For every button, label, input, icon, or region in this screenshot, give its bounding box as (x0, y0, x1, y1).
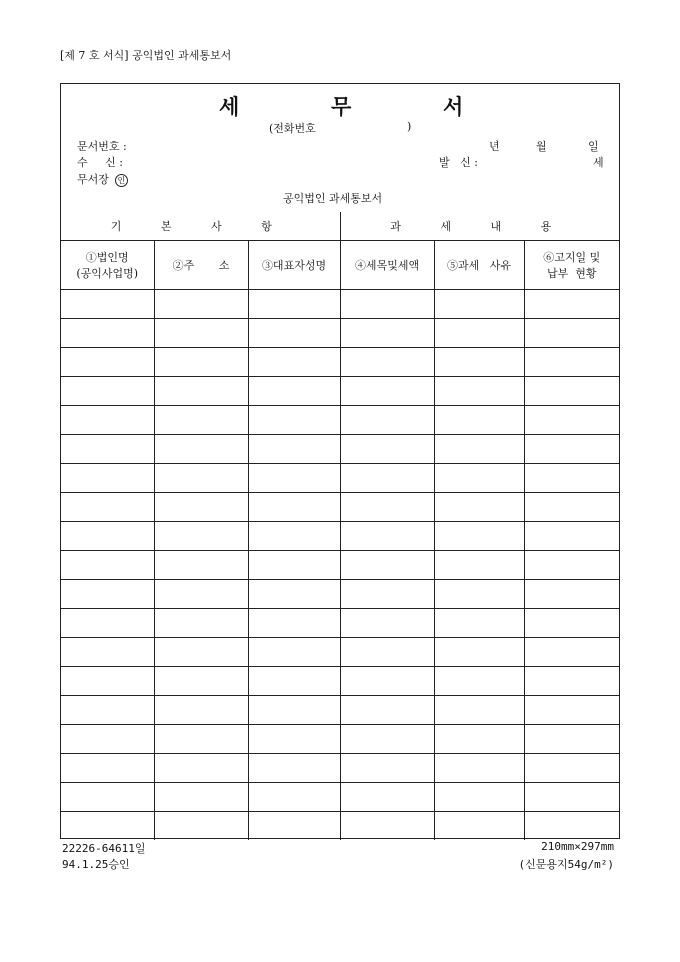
table-cell[interactable] (61, 667, 154, 696)
table-cell[interactable] (434, 783, 524, 812)
table-cell[interactable] (434, 290, 524, 319)
table-cell[interactable] (61, 493, 154, 522)
table-cell[interactable] (524, 667, 619, 696)
table-cell[interactable] (434, 348, 524, 377)
table-cell[interactable] (340, 783, 434, 812)
footer-paper-type: (신문용지54g/m²) (518, 858, 614, 871)
table-row (61, 464, 619, 493)
table-cell[interactable] (248, 696, 340, 725)
form-number-label: [제 7 호 서식] 공익법인 과세통보서 (60, 49, 232, 62)
table-cell[interactable] (248, 812, 340, 841)
table-cell[interactable] (340, 377, 434, 406)
table-cell[interactable] (248, 783, 340, 812)
table-cell[interactable] (154, 290, 248, 319)
col-header-tax-reason: ⑤과세 사유 (434, 241, 524, 290)
table-cell[interactable] (61, 319, 154, 348)
table-row (61, 638, 619, 667)
table-cell[interactable] (434, 754, 524, 783)
footer-form-code: 22226-64611일 (62, 842, 146, 855)
table-cell[interactable] (248, 725, 340, 754)
table-cell[interactable] (340, 580, 434, 609)
date-day: 일 (588, 140, 599, 153)
table-cell[interactable] (154, 667, 248, 696)
table-cell[interactable] (524, 609, 619, 638)
table-cell[interactable] (434, 725, 524, 754)
table-cell[interactable] (61, 290, 154, 319)
table-cell[interactable] (248, 493, 340, 522)
table-cell[interactable] (340, 754, 434, 783)
table-cell[interactable] (154, 319, 248, 348)
table-cell[interactable] (154, 754, 248, 783)
table-cell[interactable] (154, 783, 248, 812)
table-cell[interactable] (61, 812, 154, 841)
table-cell[interactable] (340, 464, 434, 493)
sender-suffix: 세 (593, 156, 604, 169)
table-cell[interactable] (61, 377, 154, 406)
table-cell[interactable] (248, 551, 340, 580)
table-row (61, 348, 619, 377)
table-cell[interactable] (61, 754, 154, 783)
table-cell[interactable] (524, 319, 619, 348)
table-cell[interactable] (154, 377, 248, 406)
table-cell[interactable] (524, 348, 619, 377)
table-cell[interactable] (61, 435, 154, 464)
table-row (61, 667, 619, 696)
table-cell[interactable] (434, 696, 524, 725)
phone-label: (전화번호 (269, 122, 316, 135)
table-cell[interactable] (434, 667, 524, 696)
table-cell[interactable] (524, 464, 619, 493)
head-line (77, 171, 128, 187)
table-row (61, 290, 619, 319)
table-cell[interactable] (340, 609, 434, 638)
table-cell[interactable] (434, 609, 524, 638)
table-cell[interactable] (340, 696, 434, 725)
table-cell[interactable] (61, 406, 154, 435)
date-month: 월 (536, 140, 547, 153)
table-cell[interactable] (248, 638, 340, 667)
table-cell[interactable] (154, 696, 248, 725)
table-cell[interactable] (524, 580, 619, 609)
section-tax: 과 세 내 용 (340, 212, 619, 241)
table-cell[interactable] (524, 551, 619, 580)
table-cell[interactable] (248, 319, 340, 348)
table-cell[interactable] (154, 464, 248, 493)
table-cell[interactable] (248, 667, 340, 696)
col-header-tax-amount: ④세목및세액 (340, 241, 434, 290)
table-cell[interactable] (61, 522, 154, 551)
table-cell[interactable] (340, 348, 434, 377)
table-row (61, 812, 619, 841)
table-cell[interactable] (524, 638, 619, 667)
col-header-notice-date: ⑥고지일 및 납부 현황 (524, 241, 619, 290)
phone-close: ) (407, 120, 412, 133)
table-cell[interactable] (61, 551, 154, 580)
table-row (61, 580, 619, 609)
table-cell[interactable] (340, 638, 434, 667)
table-cell[interactable] (434, 464, 524, 493)
recipient-label: 수 신 : (77, 156, 123, 169)
table-cell[interactable] (61, 783, 154, 812)
table-cell[interactable] (248, 522, 340, 551)
table-cell[interactable] (524, 522, 619, 551)
table-cell[interactable] (248, 377, 340, 406)
table-cell[interactable] (434, 435, 524, 464)
head-label: 무서장 (77, 173, 109, 186)
table-cell[interactable] (154, 348, 248, 377)
table-cell[interactable] (248, 348, 340, 377)
table-cell[interactable] (61, 348, 154, 377)
table-cell[interactable] (61, 580, 154, 609)
table-cell[interactable] (340, 667, 434, 696)
table-row (61, 435, 619, 464)
seal-icon: 인 (115, 174, 128, 187)
table-cell[interactable] (340, 493, 434, 522)
table-cell[interactable] (154, 435, 248, 464)
table-cell[interactable] (248, 290, 340, 319)
table-cell[interactable] (248, 609, 340, 638)
table-cell[interactable] (154, 725, 248, 754)
table-cell[interactable] (248, 464, 340, 493)
table-row (61, 609, 619, 638)
table-cell[interactable] (154, 406, 248, 435)
table-cell[interactable] (154, 493, 248, 522)
table-row (61, 406, 619, 435)
table-cell[interactable] (248, 435, 340, 464)
table-cell[interactable] (524, 754, 619, 783)
table-cell[interactable] (434, 493, 524, 522)
table-cell[interactable] (248, 580, 340, 609)
footer-approval: 94.1.25승인 (62, 858, 130, 871)
table-cell[interactable] (340, 290, 434, 319)
table-row (61, 319, 619, 348)
table-cell[interactable] (524, 290, 619, 319)
table-cell[interactable] (340, 725, 434, 754)
table-cell[interactable] (524, 783, 619, 812)
table-cell[interactable] (524, 696, 619, 725)
table-cell[interactable] (340, 551, 434, 580)
table-cell[interactable] (524, 406, 619, 435)
section-basic: 기 본 사 항 (61, 212, 340, 241)
table-row (61, 696, 619, 725)
table-cell[interactable] (61, 696, 154, 725)
tax-notice-form (60, 83, 620, 839)
table-row (61, 754, 619, 783)
table-cell[interactable] (340, 319, 434, 348)
doc-number-label: 문서번호 : (77, 140, 127, 153)
footer-paper-size: 210mm×297mm (541, 840, 614, 853)
sender-label: 발 신 : (439, 156, 478, 169)
table-row (61, 377, 619, 406)
table-cell[interactable] (61, 609, 154, 638)
table-cell[interactable] (340, 812, 434, 841)
table-cell[interactable] (61, 464, 154, 493)
subject-title: 공익법인 과세통보서 (283, 192, 383, 205)
table-row (61, 493, 619, 522)
table-cell[interactable] (434, 377, 524, 406)
table-cell[interactable] (248, 754, 340, 783)
title-char-mu: 무 (331, 94, 352, 119)
table-cell[interactable] (61, 638, 154, 667)
table-row (61, 783, 619, 812)
table-row (61, 725, 619, 754)
table-cell[interactable] (154, 522, 248, 551)
table-cell[interactable] (154, 551, 248, 580)
table-cell[interactable] (434, 551, 524, 580)
date-year: 년 (489, 140, 500, 153)
table-cell[interactable] (340, 522, 434, 551)
table-cell[interactable] (434, 580, 524, 609)
table-cell[interactable] (434, 406, 524, 435)
table-cell[interactable] (434, 522, 524, 551)
table-cell[interactable] (524, 812, 619, 841)
col-header-representative: ③대표자성명 (248, 241, 340, 290)
table-cell[interactable] (524, 377, 619, 406)
table-cell[interactable] (340, 435, 434, 464)
table-row (61, 551, 619, 580)
table-cell[interactable] (434, 319, 524, 348)
table-row (61, 522, 619, 551)
table-cell[interactable] (61, 725, 154, 754)
col-header-corp-name: ①법인명 (공익사업명) (61, 241, 154, 290)
title-char-se: 세 (219, 94, 240, 119)
title-char-seo: 서 (443, 94, 464, 119)
col-header-address: ②주 소 (154, 241, 248, 290)
table-cell[interactable] (434, 812, 524, 841)
table-cell[interactable] (524, 725, 619, 754)
table-cell[interactable] (154, 812, 248, 841)
notice-table (61, 212, 619, 840)
table-cell[interactable] (154, 638, 248, 667)
table-cell[interactable] (524, 435, 619, 464)
table-cell[interactable] (154, 609, 248, 638)
table-cell[interactable] (154, 580, 248, 609)
table-cell[interactable] (340, 406, 434, 435)
table-cell[interactable] (524, 493, 619, 522)
table-cell[interactable] (434, 638, 524, 667)
table-cell[interactable] (248, 406, 340, 435)
